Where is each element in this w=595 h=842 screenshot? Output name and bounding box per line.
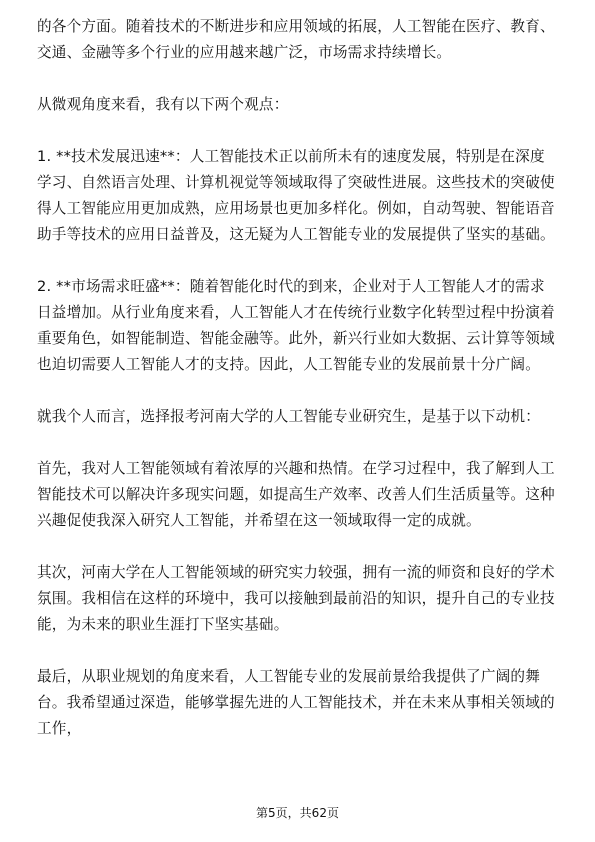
page-number-footer: 第5页，共62页 [256, 806, 339, 820]
paragraph-second-reason: 其次，河南大学在人工智能领域的研究实力较强，拥有一流的师资和良好的学术氛围。我相信在这样的环境中，我可以接触到最前沿的知识，提升自己的专业技能，为未来的职业生涯打下坚实基础。 [37, 564, 555, 633]
paragraph-first-reason: 首先，我对人工智能领域有着浓厚的兴趣和热情。在学习过程中，我了解到人工智能技术可以解决许多现实问题，如提高生产效率、改善人们生活质量等。这种兴趣促使我深入研究人工智能，并希望在这一领域取得一定的成就。 [37, 460, 555, 529]
paragraph-micro-perspective: 从微观角度来看，我有以下两个观点： [37, 96, 289, 113]
document-body [37, 14, 559, 742]
paragraph-personal-motive: 就我个人而言，选择报考河南大学的人工智能专业研究生，是基于以下动机： [37, 408, 540, 425]
paragraph-point-market: 2. **市场需求旺盛**：随着智能化时代的到来，企业对于人工智能人才的需求日益增加。从行业角度来看，人工智能人才在传统行业数字化转型过程中扮演着重要角色，如智能制造、智能金融等。此外，新兴行业如大数据、云计算等领域也迫切需要人工智能人才的支持。因此，人工智能专业的发展前景十分广阔。 [37, 278, 555, 373]
paragraph-last-reason: 最后，从职业规划的角度来看，人工智能专业的发展前景给我提供了广阔的舞台。我希望通过深造，能够掌握先进的人工智能技术，并在未来从事相关领域的工作， [37, 668, 555, 737]
paragraph-market-intro: 的各个方面。随着技术的不断进步和应用领域的拓展，人工智能在医疗、教育、交通、金融等多个行业的应用越来越广泛，市场需求持续增长。 [37, 18, 555, 61]
paragraph-point-tech: 1. **技术发展迅速**：人工智能技术正以前所未有的速度发展，特别是在深度学习、自然语言处理、计算机视觉等领域取得了突破性进展。这些技术的突破使得人工智能应用更加成熟，应用场景也更加多样化。例如，自动驾驶、智能语音助手等技术的应用日益普及，这无疑为人工智能专业的发展提供了坚实的基础。 [37, 148, 555, 243]
